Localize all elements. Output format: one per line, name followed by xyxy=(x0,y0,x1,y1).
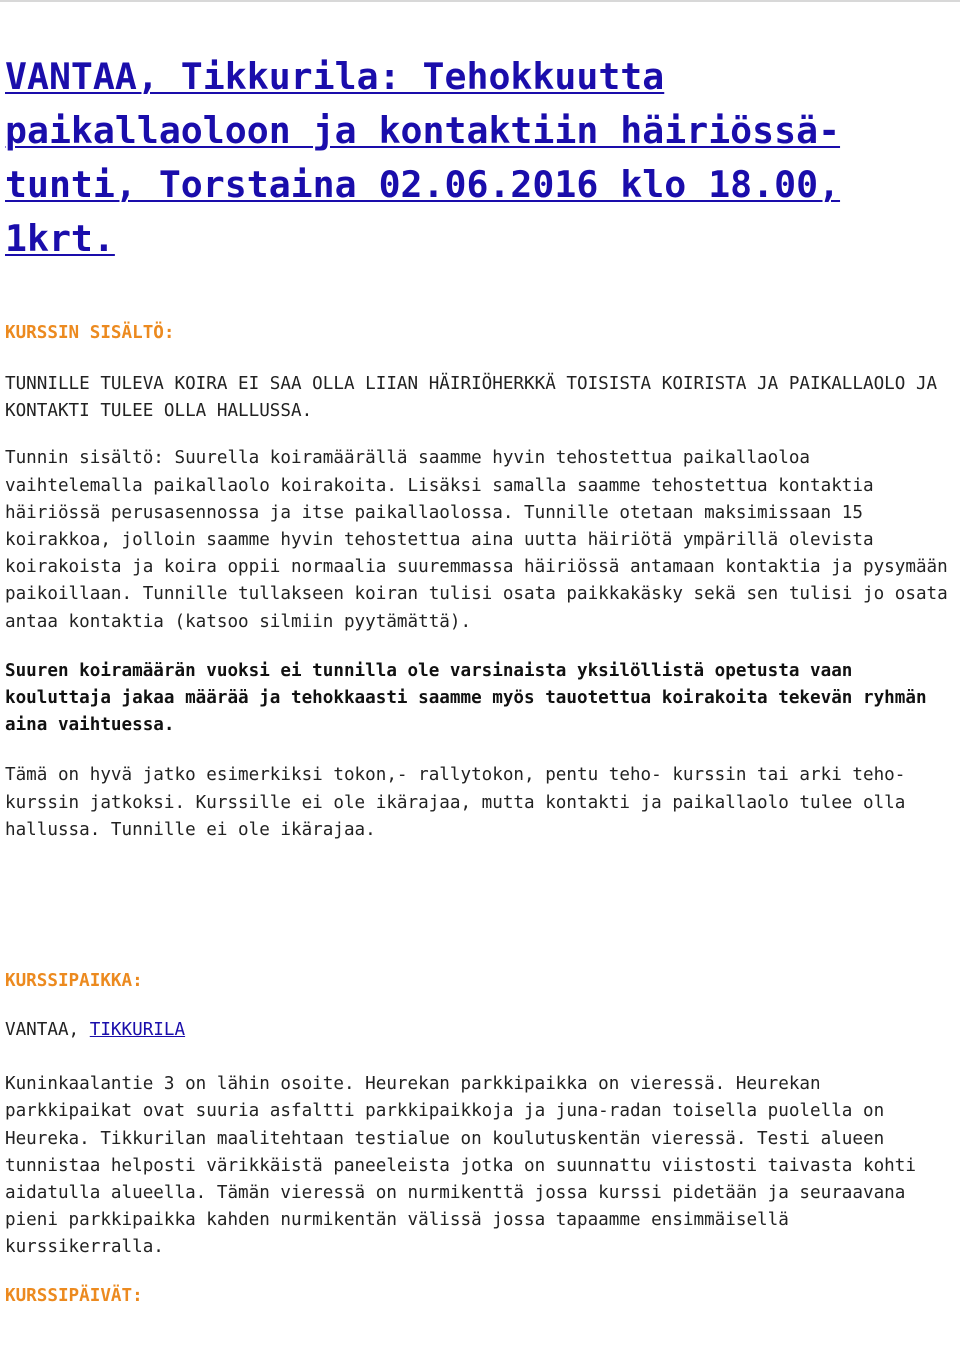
course-location-heading: KURSSIPAIKKA: xyxy=(5,971,143,992)
tikkurila-link[interactable]: TIKKURILA xyxy=(89,1020,186,1041)
page-title xyxy=(5,50,955,266)
bold-note-paragraph: Suuren koiramäärän vuoksi ei tunnilla ole varsinaista yksilöllistä opetusta vaan kouluttaja jakaa määrää ja tehokkaasti saamme myös tauotettua koirakoita tekevän ryhmän aina vaihtuessa. xyxy=(5,660,927,736)
document-page xyxy=(5,50,955,1310)
course-content-heading: KURSSIN SISÄLTÖ: xyxy=(5,323,175,343)
continuation-paragraph: Tämä on hyvä jatko esimerkiksi tokon,- rallytokon, pentu teho- kurssin tai arki teho- kurssin jatkoksi. Kurssille ei ole ikärajaa, mutta kontakti ja paikallaolo tulee olla hallussa. Tunnille ei ole ikärajaa. xyxy=(5,765,906,840)
course-dates-heading: KURSSIPÄIVÄT: xyxy=(5,1285,143,1306)
location-line xyxy=(5,1017,955,1044)
location-description-paragraph: Kuninkaalantie 3 on lähin osoite. Heurekan parkkipaikka on vieressä. Heurekan parkkipaikat ovat suuria asfaltti parkkipaikkoja ja juna-radan toisella puolella on Heureka. Tikkurilan maalitehtaan testialue on koulutuskentän vieressä. Testi alueen tunnistaa helposti värikkäistä paneeleista jotka on suunnattu viistosti taivasta kohti aidatulla alueella. Tämän vieressä on nurmikenttä jossa kurssi pidetään ja seuraavana pieni parkkipaikka kahden nurmikentän välissä jossa tapaamme ensimmäisellä kurssikerralla. xyxy=(5,1074,916,1258)
top-divider xyxy=(0,0,960,2)
location-city: VANTAA, xyxy=(5,1020,80,1041)
course-content-paragraph: Tunnin sisältö: Suurella koiramäärällä saamme hyvin tehostettua paikallaoloa vaihtelemalla paikallaolo koirakoita. Lisäksi samalla saamme tehostettua kontaktia häiriössä perusasennossa ja itse paikallaolossa. Tunnille otetaan maksimissaan 15 koirakkoa, jolloin saamme hyvin tehostettua aina uutta häiriötä ympärillä olevista koirakoista ja koira oppii normaalia suuremmassa häiriössä antamaan kontaktia ja pysymään paikoillaan. Tunnille tullakseen koiran tulisi osata paikkakäsky sekä sen tulisi jo osata antaa kontaktia (katsoo silmiin pyytämättä). xyxy=(5,448,948,632)
requirement-paragraph: TUNNILLE TULEVA KOIRA EI SAA OLLA LIIAN HÄIRIÖHERKKÄ TOISISTA KOIRISTA JA PAIKALLAOLO JA KONTAKTI TULEE OLLA HALLUSSA. xyxy=(5,374,938,422)
page-title-link[interactable]: VANTAA, Tikkurila: Tehokkuutta paikallaoloon ja kontaktiin häiriössä-tunti, Torstaina 02.06.2016 klo 18.00, 1krt. xyxy=(5,55,841,260)
